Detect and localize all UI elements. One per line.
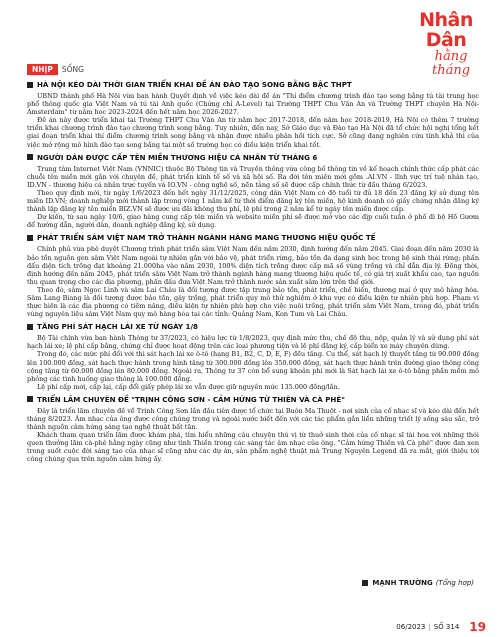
author-credit — [362, 579, 474, 587]
headline-text: PHÁT TRIỂN SÂM VIỆT NAM TRỞ THÀNH NGÀNH HÀNG MANG THƯƠNG HIỆU QUỐC TẾ — [37, 233, 376, 243]
headline-text: TĂNG PHÍ SÁT HẠCH LÁI XE TỪ NGÀY 1/8 — [37, 322, 198, 332]
article-paragraph: Lệ phí cấp mới, cấp lại, cấp đổi giấy phép lái xe vẫn được giữ nguyên mức 135.000 đồng/lần. — [37, 382, 340, 391]
headline-text: NGƯỜI DÂN ĐƯỢC CẤP TÊN MIỀN THƯƠNG HIỆU CÁ NHÂN TỪ THÁNG 6 — [37, 152, 318, 162]
article-paragraph: Trong đó, các mức phí đối với thi sát hạch lái xe ô-tô (hạng B1, B2, C, D, E, F) đều tăng. Cụ thể, sát hạch lý thuyết tăng từ 90.000 đồng lên 100.000 đồng, sát hạch thực hành trong hình tăng từ 300.000 đồng lên 350.000 đồng, sát hạch thực hành trên đường giao thông công cộng tăng từ 60.000 đồng lên 80.000 đồng. Ngoài ra, Thông tư 37 còn bổ sung khoản phí mới là Sát hạch lái xe ô-tô bằng phần mềm mô phỏng các tình huống giao thông là 100.000 đồng. — [27, 350, 479, 383]
square-bullet-icon — [27, 324, 33, 330]
article — [27, 153, 479, 230]
square-bullet-icon — [27, 82, 33, 88]
square-bullet-icon — [27, 396, 33, 402]
article-paragraph: Trung tâm Internet Việt Nam (VNNIC) thuộc Bộ Thông tin và Truyền thông vừa công bố thông tin về kế hoạch chính thức cấp phát các chuỗi tên miền mới gắn với chuyên đề, phát triển kinh tế số và xã hội số. Ra đời tên miền mới gồm .AI.VN - lĩnh vực trí tuệ nhân tạo, ID.VN - thương hiệu cá nhân trực tuyến và IO.VN - công nghệ số, nền tảng số sẽ được cấp chính thức từ đầu tháng 6/2023. — [27, 164, 479, 189]
article — [27, 395, 479, 464]
article-headline — [27, 80, 479, 89]
article-headline — [27, 395, 479, 404]
newspaper-logo — [406, 9, 486, 78]
section-tag: NHỊP — [27, 64, 58, 75]
logo-title: Nhân Dân — [419, 9, 473, 51]
square-bullet-icon — [362, 580, 368, 586]
article-headline — [27, 322, 479, 331]
article-paragraph: Đây là triển lãm chuyên đề về Trịnh Công Sơn lần đầu tiên được tổ chức tại Buôn Ma Thuột - nơi sinh của cố nhạc sĩ và kéo dài đến hết tháng 8/2023. Âm nhạc của ông được công chúng trong và ngoài nước biết đến với các tác phẩm gắn liền những triết lý sống sâu sắc, trở thành nguồn cảm hứng sáng tạo nghệ thuật bất tận. — [27, 406, 479, 432]
article-paragraph: Theo quy định mới, từ ngày 1/6/2023 đến hết ngày 31/12/2025, công dân Việt Nam có độ tuổi từ đủ 18 đến 23 đăng ký sử dụng tên miền ID.VN; doanh nghiệp mới thành lập trong vòng 1 năm kể từ thời điểm đăng ký tên miền, hộ kinh doanh có giấy chứng nhận đăng ký thành lập đăng ký tên miền BIZ.VN sẽ được ưu đãi không thu phí, lệ phí trong 2 năm kể từ ngày tên miền được cấp. — [27, 188, 479, 214]
article-headline — [27, 153, 479, 162]
article — [27, 233, 479, 318]
author-role: (Tổng hợp) — [435, 579, 474, 587]
square-bullet-icon — [27, 154, 33, 160]
section-label — [27, 62, 88, 76]
issue-number: SỐ 314 — [433, 623, 460, 631]
headline-text: TRIỂN LÃM CHUYÊN ĐỀ "TRỊNH CÔNG SƠN - CẢM HỨNG TỪ THIÊN VÀ CÀ PHÊ" — [37, 394, 345, 404]
logo-subtitle: hằng tháng — [431, 49, 471, 78]
section-name: SỐNG — [61, 64, 84, 74]
page-number: 19 — [469, 620, 486, 634]
article-paragraph: Đề án này được triển khai tại Trường THPT Chu Văn An từ năm học 2017-2018, đến năm học 2018-2019, Hà Nội có thêm 7 trường triển khai chương trình đào tạo chương trình song bằng. Tuy nhiên, đến nay, Sở Giáo dục và Đào tạo Hà Nội đã tổ chức hội nghị tổng kết giai đoạn triển khai thí điểm chương trình song bằng và nhận được nhiều phản hồi tích cực. Sở cũng đang nghiên cứu tính khả thi của việc mở rộng mô hình đào tạo song bằng tại một số trường học có điều kiện triển khai tốt. — [27, 116, 479, 149]
author-name: MẠNH TRƯỜNG — [372, 579, 433, 587]
article-paragraph: Chính phủ vừa phê duyệt Chương trình phát triển sâm Việt Nam đến năm 2030, định hướng đến năm 2045. Giai đoạn đến năm 2030 là bảo tồn nguồn gen sâm Việt Nam ngoài tự nhiên gắn với bảo vệ, phát triển rừng, bảo tồn đa dạng sinh học trong hệ sinh thái rừng; phấn đấu diện tích trồng đạt khoảng 21.000ha vào năm 2030, 100% diện tích trồng được cấp mã số vùng trồng và chỉ dẫn địa lý. Đồng thời, định hướng đến năm 2045, phát triển sâm Việt Nam trở thành ngành hàng mang thương hiệu quốc tế, có giá trị xuất khẩu cao, tạo nguồn thu quan trọng cho các địa phương, phấn đấu đưa Việt Nam trở thành nước sản xuất sâm lớn trên thế giới. — [27, 245, 479, 286]
article-paragraph: UBND thành phố Hà Nội vừa ban hành Quyết định về việc kéo dài đề án "Thí điểm chương trình đào tạo song bằng tú tài trung học phổ thông quốc gia Việt Nam và tú tài Anh quốc (Chứng chỉ A-Level) tại Trường THPT Chu Văn An và Trường THPT chuyên Hà Nội-Amsterdam" từ năm học 2023-2024 đến hết năm học 2026-2027. — [27, 92, 479, 117]
issue-date: 06/2023 — [396, 623, 426, 631]
square-bullet-icon — [27, 235, 33, 241]
article-paragraph: Theo đó, sâm Ngọc Linh và sâm Lai Châu là đối tượng được tập trung bảo tồn, phát triển, chế biến, thương mại ở quy mô hàng hóa. Sâm Lang Biang là đối tượng được bảo tồn, gây trồng, phát triển quy mô thử nghiệm ở khu vực có điều kiện tự nhiên phù hợp. Phạm vi thực hiện là các địa phương có tiềm năng, điều kiện tự nhiên phù hợp cho việc nuôi trồng, phát triển sâm Việt Nam, trong đó, phát triển vùng nguyên liệu sâm Việt Nam quy mô hàng hóa tại các tỉnh: Quảng Nam, Kon Tum và Lai Châu. — [27, 285, 479, 319]
article-paragraph: Khách tham quan triển lãm được khám phá, tìm hiểu những câu chuyện thú vị từ thuở sinh thời của cố nhạc sĩ tài hoa với những thói quen thưởng lãm cà-phê hằng ngày cũng như tình Thiền trong các sáng tác âm nhạc của ông. "Cảm hứng Thiền và Cà phê" được đan xen trong suốt cuộc đời sáng tạo của nhạc sĩ cũng như các dự án, sản phẩm nghệ thuật mà Trung Nguyên Legend đã ra mắt, giới thiệu tới công chúng qua trên nguồn cảm hứng ấy. — [27, 431, 479, 464]
article-paragraph: Bộ Tài chính vừa ban hành Thông tư 37/2023, có hiệu lực từ 1/8/2023, quy định mức thu, chế độ thu, nộp, quản lý và sử dụng phí sát hạch lái xe; lệ phí cấp bằng, chứng chỉ được hoạt động trên các loại phương tiện và lệ phí đăng ký, cấp biển xe máy chuyên dùng. — [27, 334, 479, 351]
article — [27, 80, 479, 149]
article — [27, 322, 479, 391]
article-paragraph: Dự kiến, từ sau ngày 10/6, giao hàng cung cấp tên miền và website miền phí sẽ được mở vào các địp cuối tuần ở phố đi bộ Hồ Gươm để hướng dẫn, người dân, doanh nghiệp đăng ký, sử dụng. — [27, 213, 479, 230]
article-list — [27, 80, 479, 468]
headline-text: HÀ NỘI KÉO DÀI THỜI GIAN TRIỂN KHAI ĐỀ ÁN ĐÀO TẠO SONG BẰNG BẬC THPT — [37, 80, 352, 89]
page-footer — [396, 620, 486, 634]
footer-separator: | — [428, 623, 431, 631]
article-headline — [27, 233, 479, 242]
